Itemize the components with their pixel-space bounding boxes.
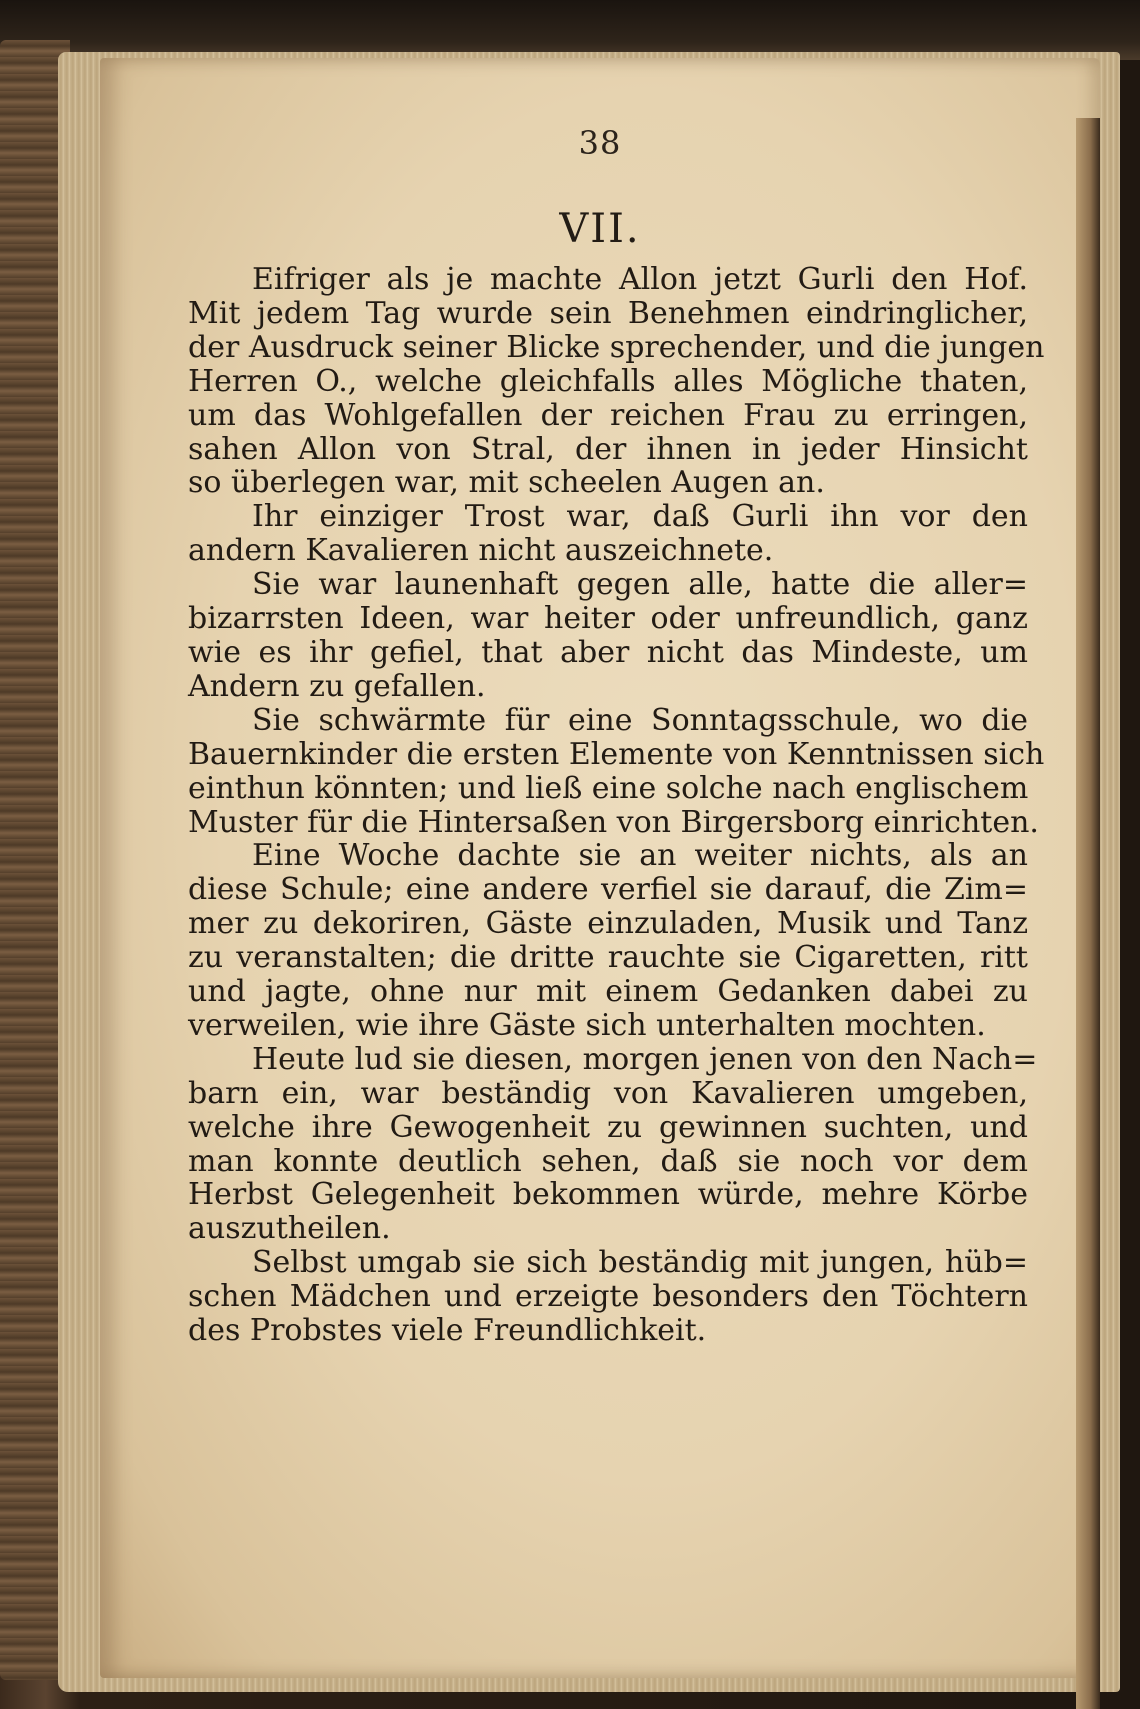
- text-line: Heute lud sie diesen, morgen jenen von den Nach=: [252, 1041, 1038, 1077]
- text-line: sahen Allon von Stral, der ihnen in jeder Hinsicht: [188, 431, 1028, 467]
- text-line: Sie schwärmte für eine Sonntagsschule, wo die: [252, 702, 1028, 738]
- book-page: [100, 58, 1100, 1678]
- text-line: schen Mädchen und erzeigte besonders den Töchtern: [188, 1279, 1028, 1315]
- text-line: Mit jedem Tag wurde sein Benehmen eindringlicher,: [188, 295, 1028, 331]
- text-line: Selbst umgab sie sich beständig mit jungen, hüb=: [252, 1245, 1028, 1281]
- book-cover-top: [0, 0, 1140, 60]
- text-line: und jagte, ohne nur mit einem Gedanken dabei zu: [188, 974, 1028, 1010]
- text-line: andern Kavalieren nicht auszeichnete.: [188, 533, 774, 569]
- text-line: Eifriger als je machte Allon jetzt Gurli den Hof.: [252, 262, 1028, 297]
- text-line: Bauernkinder die ersten Elemente von Kenntnissen sich: [188, 736, 1045, 772]
- text-line: barn ein, war beständig von Kavalieren umgeben,: [188, 1075, 1028, 1111]
- text-line: auszutheilen.: [188, 1211, 391, 1247]
- text-line: Herren O., welche gleichfalls alles Mögliche thaten,: [188, 363, 1028, 399]
- text-line: man konnte deutlich sehen, daß sie noch vor dem: [188, 1143, 1028, 1179]
- text-line: Ihr einziger Trost war, daß Gurli ihn vor den: [252, 499, 1028, 535]
- text-line: der Ausdruck seiner Blicke sprechender, und die jungen: [188, 329, 1045, 365]
- text-line: verweilen, wie ihre Gäste sich unterhalten mochten.: [188, 1007, 986, 1043]
- text-line: Muster für die Hintersaßen von Birgersborg einrichten.: [188, 804, 1039, 840]
- text-line: um das Wohlgefallen der reichen Frau zu erringen,: [188, 397, 1028, 433]
- page-edge-shadow: [1076, 118, 1100, 1709]
- text-line: Eine Woche dachte sie an weiter nichts, als an: [252, 838, 1028, 874]
- chapter-heading: VII.: [559, 206, 641, 252]
- text-line: Sie war launenhaft gegen alle, hatte die aller=: [252, 567, 1028, 603]
- text-line: so überlegen war, mit scheelen Augen an.: [188, 465, 825, 501]
- page-number: 38: [578, 124, 622, 162]
- text-line: mer zu dekoriren, Gäste einzuladen, Musik und Tanz: [188, 906, 1028, 942]
- text-line: wie es ihr gefiel, that aber nicht das Mindeste, um: [188, 634, 1028, 670]
- body-text: [188, 262, 1045, 1349]
- text-line: Andern zu gefallen.: [188, 668, 486, 704]
- text-line: diese Schule; eine andere verfiel sie darauf, die Zim=: [188, 872, 1028, 908]
- text-line: einthun könnten; und ließ eine solche nach englischem: [188, 770, 1029, 806]
- text-line: des Probstes viele Freundlichkeit.: [188, 1313, 707, 1349]
- text-line: bizarrsten Ideen, war heiter oder unfreundlich, ganz: [188, 601, 1028, 637]
- text-line: Herbst Gelegenheit bekommen würde, mehre Körbe: [188, 1177, 1028, 1213]
- text-line: zu veranstalten; die dritte rauchte sie Cigaretten, ritt: [188, 940, 1028, 976]
- text-line: welche ihre Gewogenheit zu gewinnen suchten, und: [188, 1109, 1028, 1145]
